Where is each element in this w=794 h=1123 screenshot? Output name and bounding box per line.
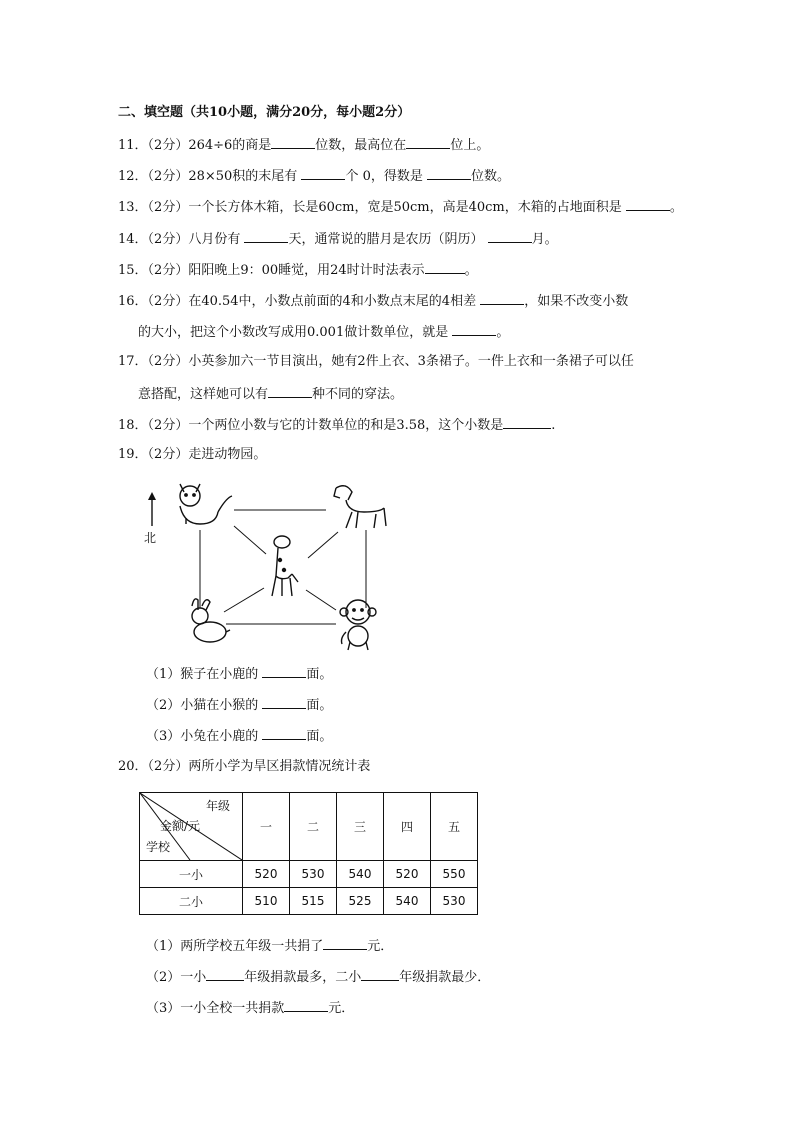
q13-text-2: 。 xyxy=(669,200,683,215)
corner-grade-label: 年级 xyxy=(205,799,230,813)
q19-sub-2-text-1: （2）小猫在小猴的 xyxy=(146,698,263,713)
q20-sub-1-blank[interactable] xyxy=(323,936,367,950)
q14-blank-1[interactable] xyxy=(244,229,288,243)
question-13 xyxy=(118,197,683,217)
q11-blank-2[interactable] xyxy=(406,135,450,149)
q12-text-2: 个 0，得数是 xyxy=(345,169,427,184)
table-cell: 540 xyxy=(337,861,384,888)
giraffe-icon xyxy=(272,536,298,596)
grade-header: 五 xyxy=(431,793,478,861)
monkey-icon xyxy=(340,600,376,650)
q20-sub-2-text-2: 年级捐款最多，二小 xyxy=(244,970,362,985)
q19-sub-3-text-2: 面。 xyxy=(306,729,333,744)
q20-sub-3 xyxy=(146,998,354,1018)
q17-blank-1[interactable] xyxy=(268,384,312,398)
corner-school-label: 学校 xyxy=(146,840,171,854)
q15-text-2: 。 xyxy=(464,263,478,278)
question-17-line-2 xyxy=(138,384,403,404)
table-row xyxy=(140,861,478,888)
q15-blank-1[interactable] xyxy=(425,260,465,274)
q11-text-3: 位上。 xyxy=(450,138,490,153)
q20-sub-2 xyxy=(146,967,490,987)
q19-sub-1 xyxy=(146,664,332,684)
cat-icon xyxy=(180,484,232,524)
question-16-line-1 xyxy=(118,291,628,311)
question-18 xyxy=(118,415,555,435)
q14-text-2: 天，通常说的腊月是农历（阴历） xyxy=(288,232,488,247)
table-cell: 525 xyxy=(337,888,384,915)
q11-text-2: 位数，最高位在 xyxy=(315,138,407,153)
q17-text-2: 意搭配，这样她可以有 xyxy=(138,387,269,402)
q16-blank-1[interactable] xyxy=(480,291,524,305)
q14-text-3: 月。 xyxy=(531,232,558,247)
q12-text-1: 12．（2分）28×50积的末尾有 xyxy=(118,169,302,184)
question-17-line-1 xyxy=(118,353,634,371)
q15-text-1: 15．（2分）阳阳晚上9：00睡觉，用24时计时法表示 xyxy=(118,263,425,278)
q20-sub-2-blank-2[interactable] xyxy=(361,967,399,981)
table-cell: 540 xyxy=(384,888,431,915)
grade-header: 一 xyxy=(243,793,290,861)
table-header-row xyxy=(140,793,478,861)
q11-text-1: 11．（2分）264÷6的商是 xyxy=(118,138,272,153)
q12-blank-2[interactable] xyxy=(427,166,471,180)
q19-sub-1-text-2: 面。 xyxy=(306,667,333,682)
q20-sub-3-text-2: 元． xyxy=(328,1001,355,1016)
q14-text-1: 14．（2分）八月份有 xyxy=(118,232,245,247)
horse-icon xyxy=(334,486,386,528)
q20-sub-1-text-2: 元． xyxy=(367,939,394,954)
q20-sub-2-text-1: （2）一小 xyxy=(146,970,207,985)
q14-blank-2[interactable] xyxy=(488,229,532,243)
table-corner-cell xyxy=(140,793,243,861)
q17-text-1: 17．（2分）小英参加六一节目演出，她有2件上衣、3条裙子。一件上衣和一条裙子可以任 xyxy=(118,354,634,369)
q13-text-1: 13．（2分）一个长方体木箱，长是60cm，宽是50cm，高是40cm，木箱的占地面积是 xyxy=(118,200,626,215)
q19-sub-2-text-2: 面。 xyxy=(306,698,333,713)
q11-blank-1[interactable] xyxy=(271,135,315,149)
zoo-diagram xyxy=(140,478,400,658)
table-cell: 530 xyxy=(431,888,478,915)
q16-text-2: ，如果不改变小数 xyxy=(524,294,629,309)
q16-text-3: 的大小，把这个小数改写成用0.001做计数单位，就是 xyxy=(138,325,453,340)
table-row xyxy=(140,888,478,915)
q18-text-1: 18．（2分）一个两位小数与它的计数单位的和是3.58，这个小数是 xyxy=(118,418,504,433)
q17-text-3: 种不同的穿法。 xyxy=(312,387,404,402)
q16-text-4: 。 xyxy=(496,325,510,340)
q16-text-1: 16．（2分）在40.54中，小数点前面的4和小数点末尾的4相差 xyxy=(118,294,481,309)
q13-blank-1[interactable] xyxy=(626,197,670,211)
q20-sub-1 xyxy=(146,936,393,956)
north-arrow xyxy=(148,492,156,526)
q19-sub-3-text-1: （3）小兔在小鹿的 xyxy=(146,729,263,744)
grade-header: 三 xyxy=(337,793,384,861)
q18-text-2: . xyxy=(551,418,556,433)
path-lines xyxy=(200,510,366,624)
section-title: 二、填空题（共10小题，满分20分，每小题2分） xyxy=(118,105,411,120)
question-12 xyxy=(118,166,510,186)
question-11 xyxy=(118,135,489,155)
grade-header: 二 xyxy=(290,793,337,861)
school-label: 一小 xyxy=(140,861,243,888)
north-label: 北 xyxy=(144,531,157,545)
q19-sub-3-blank[interactable] xyxy=(262,726,306,740)
q12-blank-1[interactable] xyxy=(301,166,345,180)
grade-header: 四 xyxy=(384,793,431,861)
question-14 xyxy=(118,229,558,249)
q16-blank-2[interactable] xyxy=(452,322,496,336)
table-cell: 520 xyxy=(384,861,431,888)
q12-text-3: 位数。 xyxy=(470,169,510,184)
q19-sub-1-blank[interactable] xyxy=(262,664,306,678)
q19-sub-3 xyxy=(146,726,332,746)
q20-sub-1-text-1: （1）两所学校五年级一共捐了 xyxy=(146,939,324,954)
donation-table xyxy=(139,792,478,915)
q20-sub-2-blank-1[interactable] xyxy=(206,967,244,981)
rabbit-icon xyxy=(192,599,230,642)
q20-sub-2-text-3: 年级捐款最少． xyxy=(399,970,491,985)
table-cell: 550 xyxy=(431,861,478,888)
table-cell: 530 xyxy=(290,861,337,888)
table-cell: 510 xyxy=(243,888,290,915)
q19-sub-2 xyxy=(146,695,332,715)
q19-sub-2-blank[interactable] xyxy=(262,695,306,709)
q20-sub-3-text-1: （3）一小全校一共捐款 xyxy=(146,1001,285,1016)
question-15 xyxy=(118,260,478,280)
q20-sub-3-blank[interactable] xyxy=(284,998,328,1012)
table-cell: 520 xyxy=(243,861,290,888)
question-16-line-2 xyxy=(138,322,509,342)
q19-sub-1-text-1: （1）猴子在小鹿的 xyxy=(146,667,263,682)
question-19-title: 19．（2分）走进动物园。 xyxy=(118,447,267,462)
corner-amount-label: 金额/元 xyxy=(160,819,201,833)
question-20-title: 20．（2分）两所小学为旱区捐款情况统计表 xyxy=(118,759,371,774)
table-cell: 515 xyxy=(290,888,337,915)
school-label: 二小 xyxy=(140,888,243,915)
q18-blank-1[interactable] xyxy=(503,415,551,429)
